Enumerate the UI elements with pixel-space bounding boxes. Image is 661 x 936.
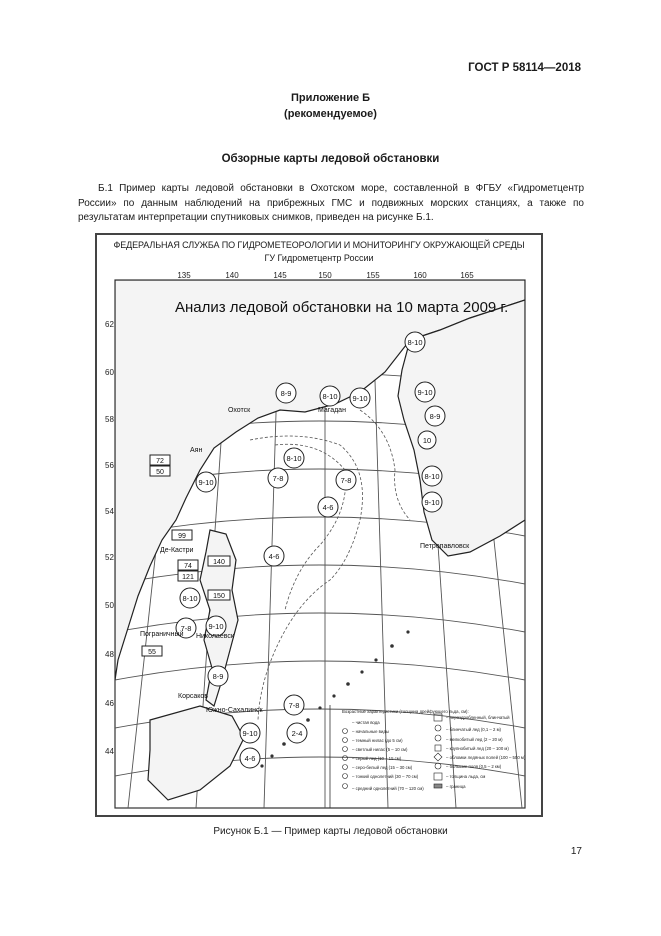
lat-label: 54: [105, 507, 114, 516]
svg-text:10: 10: [422, 436, 432, 445]
latitude-labels: [105, 320, 114, 756]
place-label: Южно-Сахалинск: [206, 707, 263, 714]
ice-marker: [405, 332, 425, 352]
svg-text:8-9: 8-9: [280, 389, 292, 398]
ice-marker: [284, 695, 304, 715]
svg-text:50: 50: [156, 469, 164, 476]
ice-marker: [180, 588, 200, 608]
svg-text:7-8: 7-8: [180, 624, 192, 633]
svg-text:4-6: 4-6: [244, 754, 256, 763]
lat-label: 46: [105, 699, 114, 708]
lon-label: 135: [177, 271, 191, 280]
legend-right-item: – нераздробленный, блинчатый: [446, 715, 510, 720]
ice-marker: [196, 472, 216, 492]
lon-label: 150: [318, 271, 332, 280]
legend-right-item: – граница: [446, 784, 466, 789]
ice-marker: [264, 546, 284, 566]
ice-marker: [415, 382, 435, 402]
map-title: Анализ ледовой обстановки на 10 марта 2009 г.: [175, 299, 509, 316]
legend-left-item: – серый лед (10 – 15 см): [352, 756, 402, 761]
place-label: Магадан: [318, 407, 346, 414]
lat-label: 50: [105, 601, 114, 610]
lat-label: 60: [105, 368, 114, 377]
ice-marker: [350, 388, 370, 408]
legend-right-item: – обломки ледяных полей (100 – 500 м): [446, 755, 526, 760]
legend-right-item: – толщина льда, см: [446, 774, 486, 779]
place-label: Охотск: [228, 407, 251, 414]
lon-label: 140: [225, 271, 239, 280]
figure-caption: Рисунок Б.1 — Пример карты ледовой обстановки: [213, 826, 448, 837]
legend-right-item: – крупнобитый лед (20 – 100 м): [446, 746, 509, 751]
ice-marker: [425, 406, 445, 426]
thickness-box: [178, 571, 198, 581]
svg-text:9-10: 9-10: [242, 729, 258, 738]
svg-text:9-10: 9-10: [208, 622, 224, 631]
ice-marker: [208, 666, 228, 686]
thickness-box: [150, 455, 170, 465]
svg-text:8-10: 8-10: [424, 472, 440, 481]
figure-center: ГУ Гидрометцентр России: [264, 253, 374, 263]
legend-left-item: – светлый нилас (5 – 10 см): [352, 747, 408, 752]
svg-text:140: 140: [213, 559, 225, 566]
svg-text:7-8: 7-8: [288, 701, 300, 710]
ice-marker: [320, 386, 340, 406]
place-label: Аян: [190, 447, 203, 454]
ice-marker: [422, 466, 442, 486]
svg-text:121: 121: [182, 574, 194, 581]
svg-text:72: 72: [156, 458, 164, 465]
lon-label: 160: [413, 271, 427, 280]
lat-label: 48: [105, 650, 114, 659]
ice-marker: [276, 383, 296, 403]
svg-text:99: 99: [178, 533, 186, 540]
ice-marker: [240, 748, 260, 768]
svg-text:8-10: 8-10: [322, 392, 338, 401]
ice-marker: [287, 723, 307, 743]
legend-left-item: – начальные виды: [352, 729, 389, 734]
ice-marker: [284, 448, 304, 468]
lat-label: 58: [105, 415, 114, 424]
body-paragraph: Б.1 Пример карты ледовой обстановки в Охотском море, составленной в ФГБУ «Гидрометцентр России» по данным наблюдений на прибрежных ГМС и подвижных морских станциях, а также по результатам интерпретации спутниковых снимков, приведен на рисунке Б.1.: [78, 183, 584, 223]
thickness-box: [178, 560, 198, 570]
thickness-box: [208, 556, 230, 566]
svg-text:8-10: 8-10: [407, 338, 423, 347]
ice-marker: [268, 468, 288, 488]
lon-label: 155: [366, 271, 380, 280]
standard-number: ГОСТ Р 58114—2018: [468, 62, 581, 74]
svg-text:8-9: 8-9: [212, 672, 224, 681]
svg-text:8-10: 8-10: [182, 594, 198, 603]
svg-text:9-10: 9-10: [424, 498, 440, 507]
svg-text:7-8: 7-8: [272, 474, 284, 483]
svg-text:150: 150: [213, 593, 225, 600]
ice-marker: [318, 497, 338, 517]
svg-text:9-10: 9-10: [417, 388, 433, 397]
place-label: Корсаков: [178, 693, 209, 700]
lat-label: 52: [105, 553, 114, 562]
thickness-box: [150, 466, 170, 476]
legend-left-item: – серо-белый лед (15 – 30 см): [352, 765, 413, 770]
place-label: Петропавловск: [420, 543, 470, 550]
place-label: Пограничный: [140, 631, 184, 638]
ice-marker: [240, 723, 260, 743]
svg-text:9-10: 9-10: [352, 394, 368, 403]
svg-text:4-6: 4-6: [322, 503, 334, 512]
svg-text:74: 74: [184, 563, 192, 570]
svg-text:7-8: 7-8: [340, 476, 352, 485]
appendix-title: Приложение Б: [290, 92, 371, 104]
legend-left-item: – чистая вода: [352, 720, 380, 725]
section-title: Обзорные карты ледовой обстановки: [221, 153, 440, 165]
lat-label: 56: [105, 461, 114, 470]
lat-label: 62: [105, 320, 114, 329]
appendix-subtitle: (рекомендуемое): [284, 108, 377, 120]
legend-left-item: – темный нилас (до 5 см): [352, 738, 403, 743]
lon-label: 145: [273, 271, 287, 280]
svg-text:55: 55: [148, 649, 156, 656]
svg-text:8-10: 8-10: [286, 454, 302, 463]
map-legend: [330, 705, 526, 808]
legend-left-item: Возрастные характеристики (толщина дрейфующего льда, см):: [342, 709, 469, 714]
place-label: Николаевск: [196, 633, 234, 640]
longitude-labels: [177, 271, 474, 280]
thickness-box: [172, 530, 192, 540]
page-number: 17: [570, 846, 582, 857]
ice-marker: [336, 470, 356, 490]
thickness-box: [208, 590, 230, 600]
thickness-box: [142, 646, 162, 656]
svg-text:9-10: 9-10: [198, 478, 214, 487]
ice-marker: [418, 431, 436, 449]
legend-left-item: – средний однолетний (70 – 120 см): [352, 786, 424, 791]
legend-right-item: – мелкобитый лед (2 – 20 м): [446, 737, 503, 742]
lon-label: 165: [460, 271, 474, 280]
legend-left-item: – тонкий однолетний (30 – 70 см): [352, 774, 419, 779]
figure-agency: ФЕДЕРАЛЬНАЯ СЛУЖБА ПО ГИДРОМЕТЕОРОЛОГИИ И МОНИТОРИНГУ ОКРУЖАЮЩЕЙ СРЕДЫ: [113, 240, 525, 250]
svg-text:4-6: 4-6: [268, 552, 280, 561]
ice-marker: [422, 492, 442, 512]
legend-right-item: – блинчатый лед (0,1 – 2 м): [446, 727, 501, 732]
svg-text:2-4: 2-4: [291, 729, 303, 738]
place-label: Де-Кастри: [160, 547, 194, 554]
svg-text:8-9: 8-9: [429, 412, 441, 421]
lat-label: 44: [105, 747, 114, 756]
legend-right-item: – большие поля (0,5 – 2 км): [446, 764, 502, 769]
